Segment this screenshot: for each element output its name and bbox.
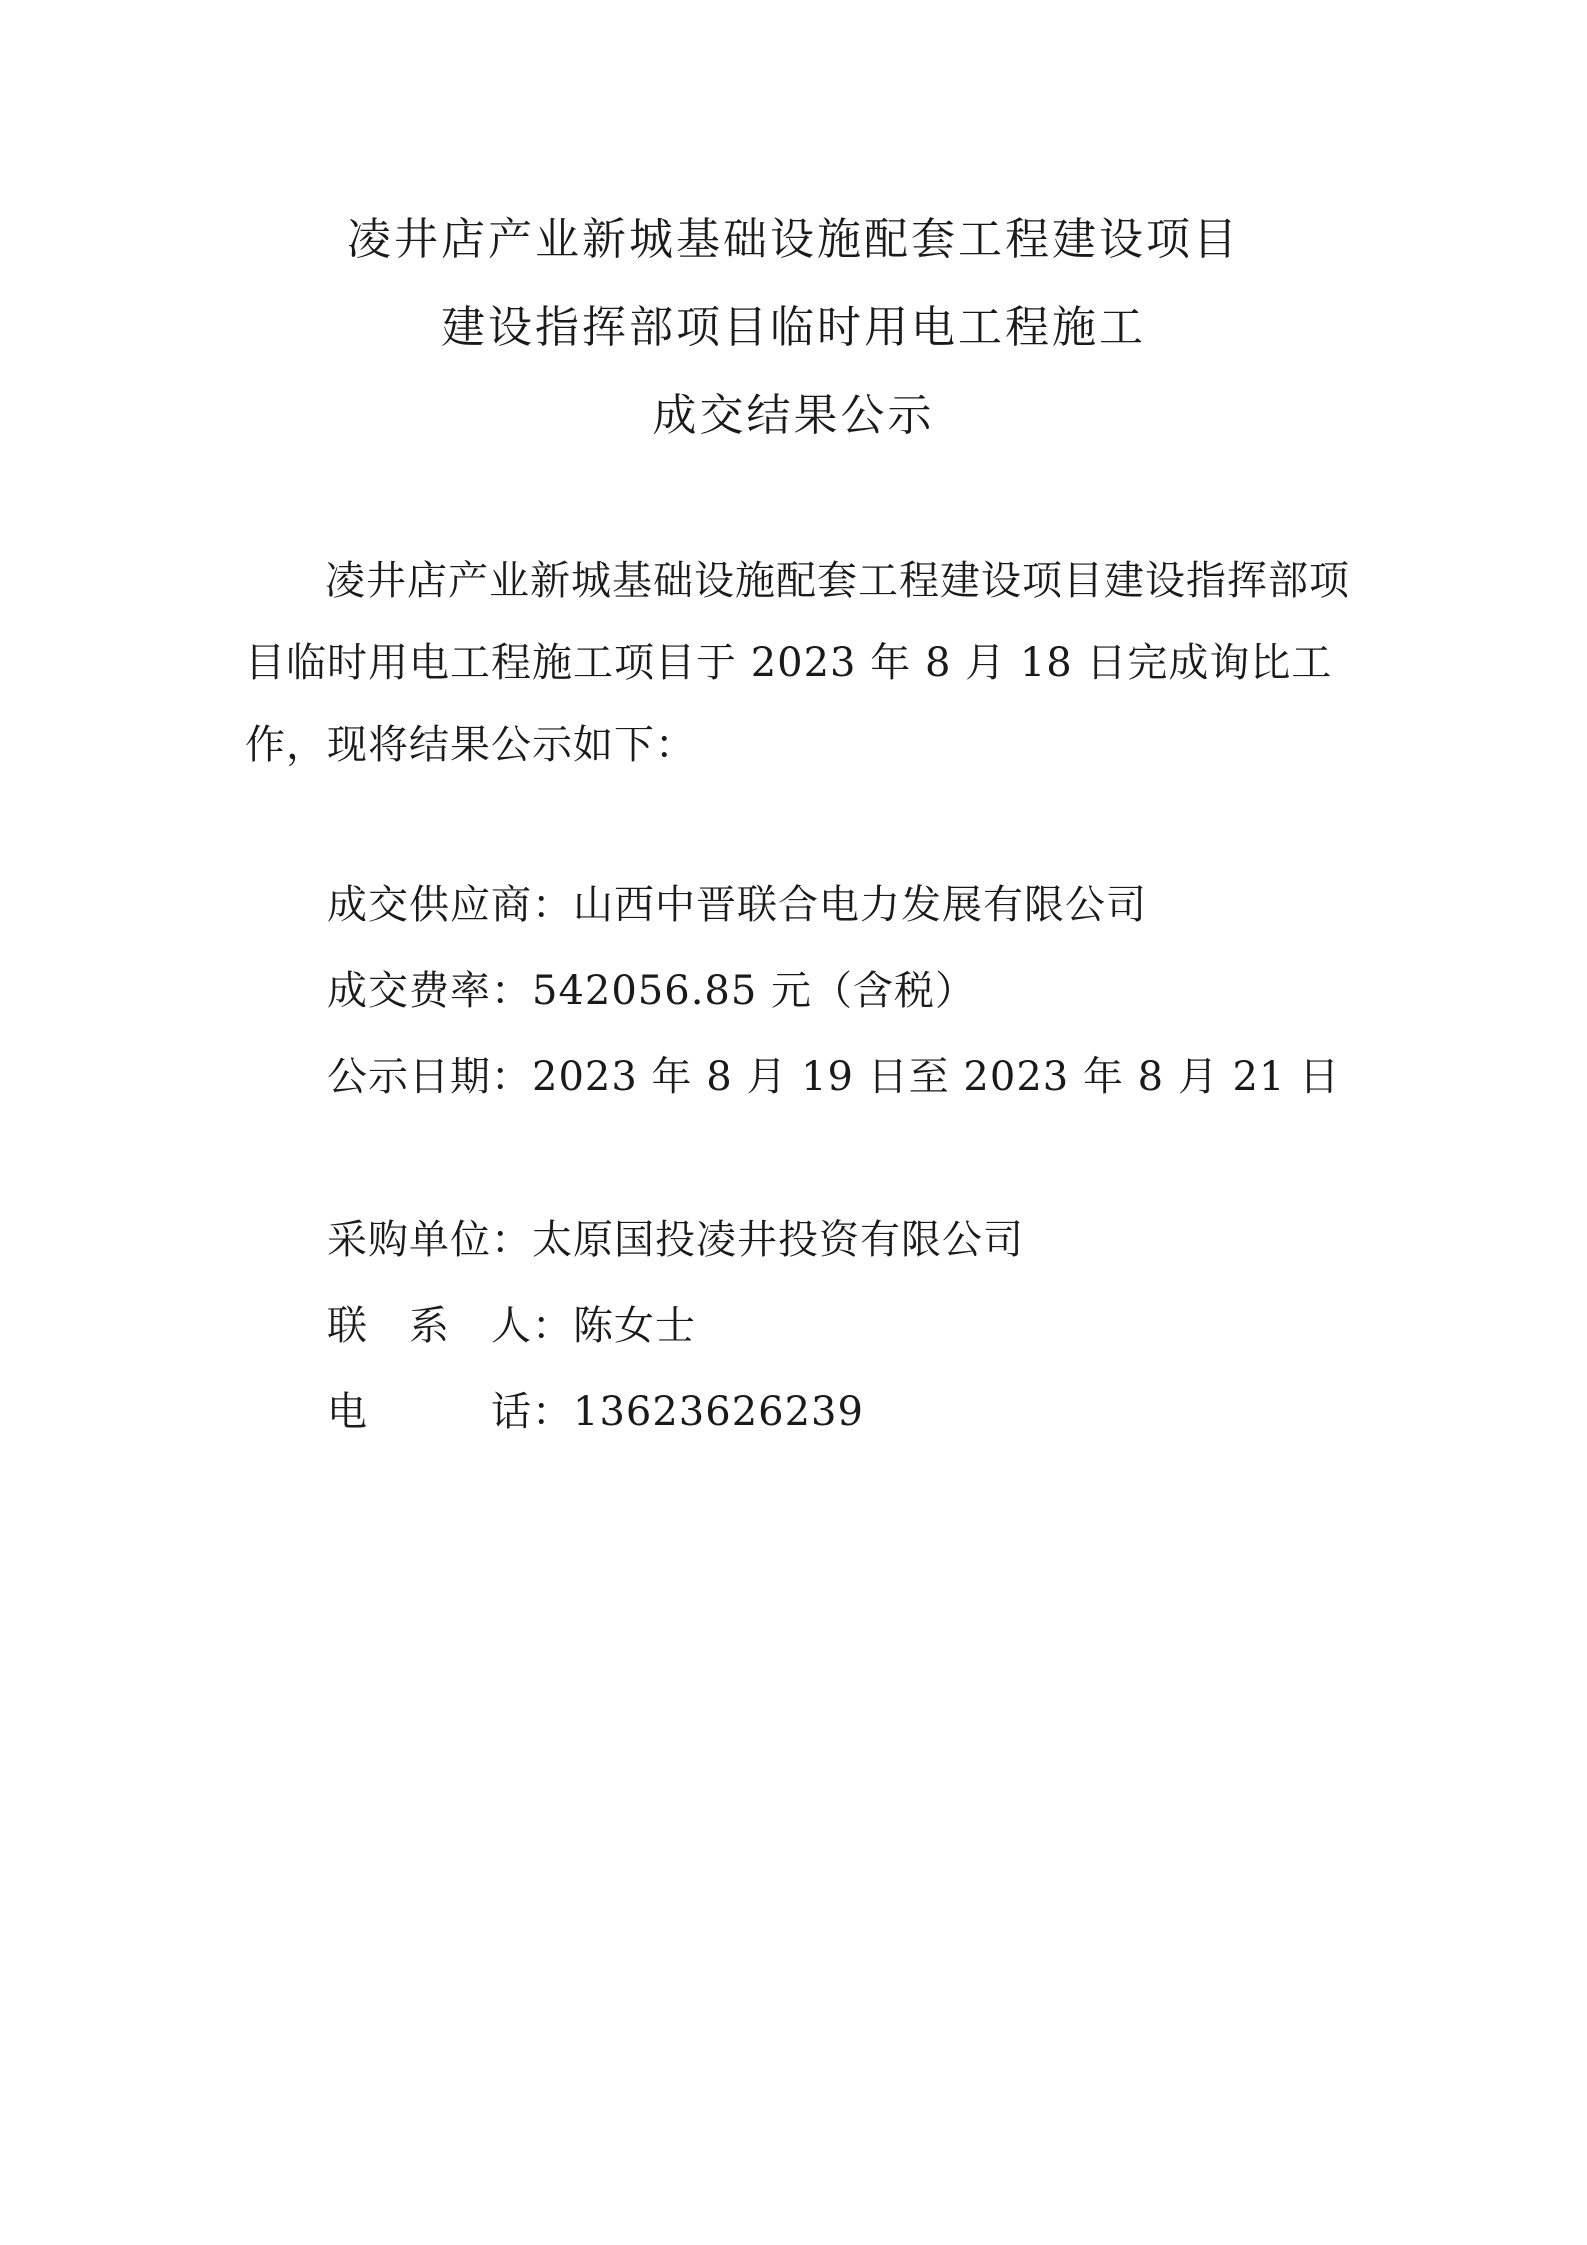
title-line-1: 凌井店产业新城基础设施配套工程建设项目 — [347, 214, 1240, 265]
result-info — [327, 862, 1340, 1120]
purchaser-line: 采购单位：太原国投凌井投资有限公司 — [327, 1217, 1024, 1263]
rate-line: 成交费率：542056.85 元（含税） — [327, 968, 977, 1014]
title-line-3: 成交结果公示 — [652, 390, 935, 441]
body-paragraph: 凌井店产业新城基础设施配套工程建设项目建设指挥部项目临时用电工程施工项目于 2023 年 8 月 18 日完成询比工作，现将结果公示如下： — [245, 558, 1350, 768]
period-line: 公示日期：2023 年 8 月 19 日至 2023 年 8 月 21 日 — [327, 1054, 1341, 1100]
supplier-line: 成交供应商：山西中晋联合电力发展有限公司 — [327, 882, 1147, 928]
contact-person-line: 联 系 人：陈女士 — [327, 1303, 696, 1349]
phone-line: 电 话：13623626239 — [327, 1389, 864, 1435]
document-title — [0, 196, 1587, 460]
title-line-2: 建设指挥部项目临时用电工程施工 — [441, 302, 1146, 353]
contact-info — [327, 1197, 1024, 1455]
